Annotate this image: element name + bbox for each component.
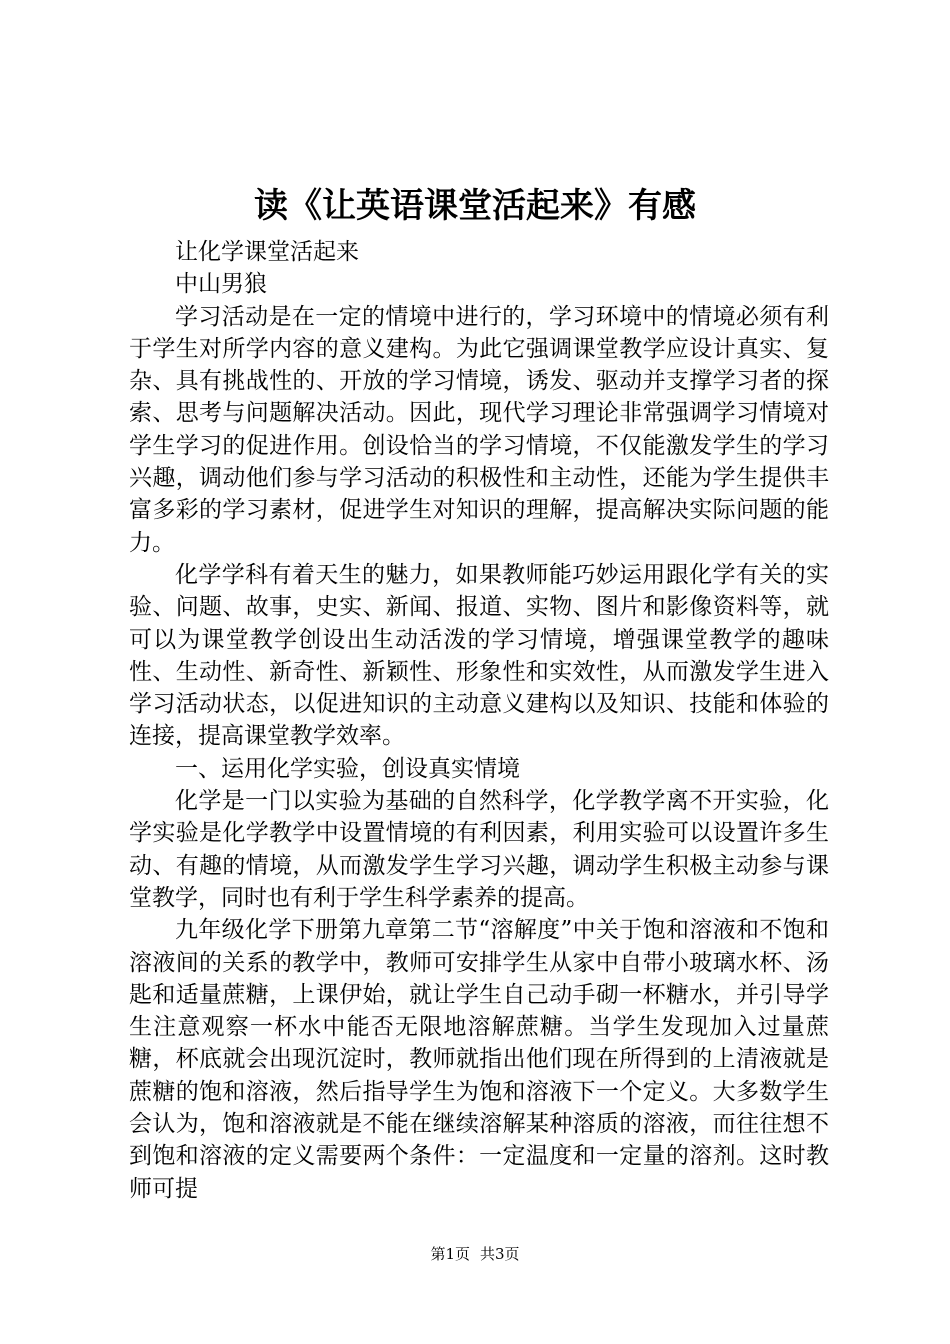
body-paragraph: 学习活动是在一定的情境中进行的，学习环境中的情境必须有利于学生对所学内容的意义建构。为此它强调课堂教学应设计真实、复杂、具有挑战性的、开放的学习情境，诱发、驱动并支撑学习者的探索、思考与问题解决活动。因此，现代学习理论非常强调学习情境对学生学习的促进作用。创设恰当的学习情境，不仅能激发学生的学习兴趣，调动他们参与学习活动的积极性和主动性，还能为学生提供丰富多彩的学习素材，促进学生对知识的理解，提高解决实际问题的能力。 xyxy=(129,303,829,556)
document-body xyxy=(129,236,829,1205)
body-paragraph: 化学是一门以实验为基础的自然科学，化学教学离不开实验，化学实验是化学教学中设置情境的有利因素，利用实验可以设置许多生动、有趣的情境，从而激发学生学习兴趣，调动学生积极主动参与课堂教学，同时也有利于学生科学素养的提高。 xyxy=(129,788,829,911)
author-line: 中山男狼 xyxy=(175,271,267,298)
page-footer xyxy=(0,1244,950,1264)
subtitle-line: 让化学课堂活起来 xyxy=(175,239,359,265)
section-heading: 一、运用化学实验，创设真实情境 xyxy=(175,755,520,782)
document-title: 读《让英语课堂活起来》有感 xyxy=(254,186,696,226)
page-total: 共3页 xyxy=(480,1245,520,1263)
body-paragraph: 九年级化学下册第九章第二节“溶解度”中关于饱和溶液和不饱和溶液间的关系的教学中，教师可安排学生从家中自带小玻璃水杯、汤匙和适量蔗糖，上课伊始，就让学生自己动手砌一杯糖水，并引导学生注意观察一杯水中能否无限地溶解蔗糖。当学生发现加入过量蔗糖，杯底就会出现沉淀时，教师就指出他们现在所得到的上清液就是蔗糖的饱和溶液，然后指导学生为饱和溶液下一个定义。大多数学生会认为，饱和溶液就是不能在继续溶解某种溶质的溶液，而往往想不到饱和溶液的定义需要两个条件：一定温度和一定量的溶剂。这时教师可提 xyxy=(129,917,829,1202)
page-number: 第1页 xyxy=(430,1245,470,1263)
body-paragraph: 化学学科有着天生的魅力，如果教师能巧妙运用跟化学有关的实验、问题、故事，史实、新闻、报道、实物、图片和影像资料等，就可以为课堂教学创设出生动活泼的学习情境，增强课堂教学的趣味性、生动性、新奇性、新颖性、形象性和实效性，从而激发学生进入学习活动状态，以促进知识的主动意义建构以及知识、技能和体验的连接，提高课堂教学效率。 xyxy=(129,561,829,750)
